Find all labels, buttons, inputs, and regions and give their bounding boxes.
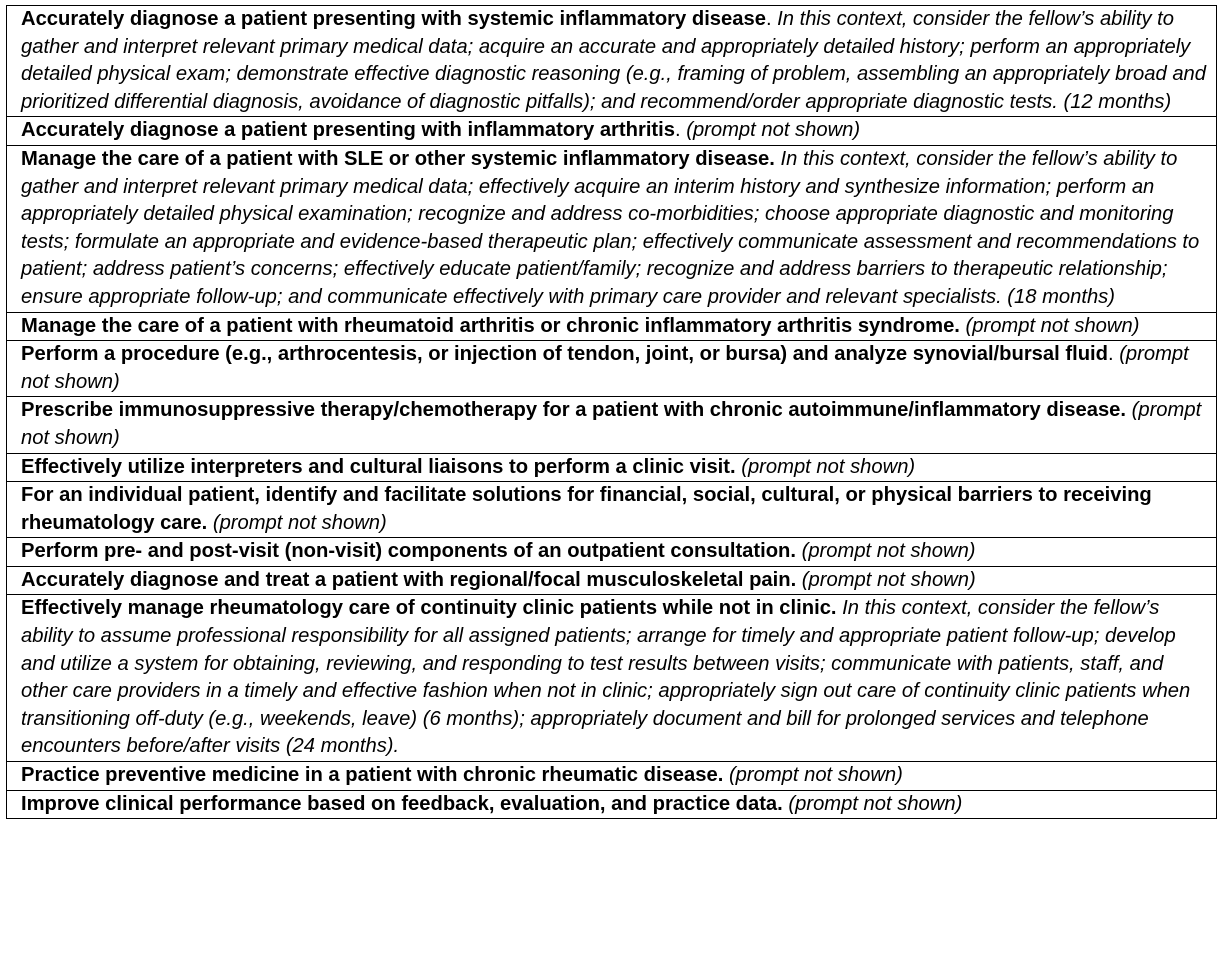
table-row [7,145,1217,312]
table-row [7,790,1217,819]
competency-prompt: In this context, consider the fellow’s ability to assume professional responsibility for all assigned patients; arrange for timely and appropriate patient follow-up; develop and utilize a system for obtaining, reviewing, and responding to test results between visits; communicate with patients, staff, and other care providers in a timely and effective fashion when not in clinic; appropriately sign out care of continuity clinic patients when transitioning off-duty (e.g., weekends, leave) (6 months); appropriately document and bill for prolonged services and telephone encounters before/after visits (24 months). [21,597,1191,758]
table-row [7,762,1217,791]
separator: . [675,119,687,142]
table-row [7,6,1217,117]
separator: . [765,8,778,30]
table-row [7,312,1217,341]
competency-prompt: (prompt not shown) [212,511,387,534]
competency-prompt: (prompt not shown) [21,343,1189,393]
competency-title: Manage the care of a patient with rheumatoid arthritis or chronic inflammatory arthritis syndrome. [21,314,960,337]
competency-prompt: (prompt not shown) [801,568,976,591]
competency-prompt: (prompt not shown) [965,314,1140,337]
table-cell [7,145,1217,312]
table-cell [7,341,1217,397]
competency-table-body [7,6,1217,819]
table-cell [7,790,1217,819]
table-cell [7,566,1217,595]
competency-prompt: (prompt not shown) [788,792,963,815]
competency-title: For an individual patient, identify and facilitate solutions for financial, social, cultural, or physical barriers to receiving rheumatology care. [21,484,1152,534]
table-cell [7,312,1217,341]
table-cell [7,453,1217,482]
competency-prompt: (prompt not shown) [728,764,903,787]
competency-title: Accurately diagnose a patient presenting with inflammatory arthritis [21,119,675,142]
competency-table [6,5,1217,819]
table-row [7,566,1217,595]
competency-title: Accurately diagnose a patient presenting with systemic inflammatory disease [21,8,766,30]
competency-prompt: (prompt not shown) [801,540,976,563]
competency-prompt: In this context, consider the fellow’s ability to gather and interpret relevant primary medical data; acquire an accurate and appropriately detailed history; perform an appropriately detailed physical exam; demonstrate effective diagnostic reasoning (e.g., framing of problem, assembling an appropriately broad and prioritized differential diagnosis, avoidance of diagnostic pitfalls); and recommend/order appropriate diagnostic tests. (12 months) [21,8,1207,113]
competency-title: Practice preventive medicine in a patient with chronic rheumatic disease. [21,764,724,787]
table-row [7,117,1217,146]
table-row [7,538,1217,567]
table-cell [7,117,1217,146]
table-cell [7,538,1217,567]
separator: . [1107,343,1120,366]
competency-prompt: (prompt not shown) [741,455,916,478]
competency-title: Effectively manage rheumatology care of continuity clinic patients while not in clinic. [21,597,837,620]
competency-title: Perform a procedure (e.g., arthrocentesis, or injection of tendon, joint, or bursa) and analyze synovial/bursal fluid [21,343,1108,366]
competency-title: Manage the care of a patient with SLE or other systemic inflammatory disease. [21,147,775,170]
table-row [7,595,1217,762]
competency-title: Perform pre- and post-visit (non-visit) components of an outpatient consultation. [21,540,796,563]
table-row [7,341,1217,397]
table-cell [7,397,1217,453]
table-cell [7,762,1217,791]
competency-title: Effectively utilize interpreters and cultural liaisons to perform a clinic visit. [21,455,736,478]
competency-prompt: (prompt not shown) [686,119,861,142]
competency-title: Prescribe immunosuppressive therapy/chemotherapy for a patient with chronic autoimmune/inflammatory disease. [21,399,1127,422]
table-cell [7,482,1217,538]
table-cell [7,595,1217,762]
competency-title: Accurately diagnose and treat a patient with regional/focal musculoskeletal pain. [21,568,797,591]
table-row [7,482,1217,538]
competency-prompt: In this context, consider the fellow’s ability to gather and interpret relevant primary medical data; effectively acquire an interim history and synthesize information; perform an appropriately detailed physical examination; recognize and address co-morbidities; choose appropriate diagnostic and monitoring tests; formulate an appropriate and evidence-based therapeutic plan; effectively communicate assessment and recommendations to patient; address patient’s concerns; effectively educate patient/family; recognize and address barriers to therapeutic relationship; ensure appropriate follow-up; and communicate effectively with primary care provider and relevant specialists. (18 months) [21,147,1200,308]
competency-title: Improve clinical performance based on feedback, evaluation, and practice data. [21,792,783,815]
table-row [7,453,1217,482]
table-row [7,397,1217,453]
table-cell [7,6,1217,117]
competency-prompt: (prompt not shown) [21,399,1202,449]
